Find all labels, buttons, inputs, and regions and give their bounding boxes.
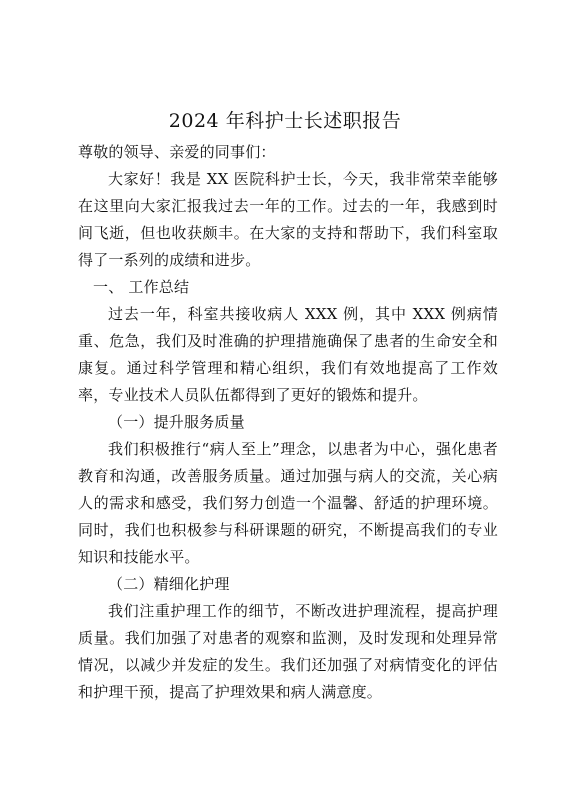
refined-care-paragraph: 我们注重护理工作的细节，不断改进护理流程，提高护理质量。我们加强了对患者的观察和监测，及时发现和处理异常情况，以减少并发症的发生。我们还加强了对病情变化的评估和护理干预，提高了护理效果和病人满意度。 bbox=[78, 602, 498, 701]
work-summary-paragraph: 过去一年，科室共接收病人 XXX 例，其中 XXX 例病情重、危急，我们及时准确的护理措施确保了患者的生命安全和康复。通过科学管理和精心组织，我们有效地提高了工作效率，专业技术人员队伍都得到了更好的锻炼和提升。 bbox=[78, 305, 498, 404]
document-title: 2024 年科护士长述职报告 bbox=[168, 110, 402, 132]
service-quality-paragraph: 我们积极推行“病人至上”理念，以患者为中心，强化患者教育和沟通，改善服务质量。通过加强与病人的交流，关心病人的需求和感受，我们努力创造一个温馨、舒适的护理环境。同时，我们也积极参与科研课题的研究，不断提高我们的专业知识和技能水平。 bbox=[78, 440, 498, 566]
section-heading-work-summary: 一、 工作总结 bbox=[93, 278, 190, 296]
intro-paragraph: 大家好！我是 XX 医院科护士长，今天，我非常荣幸能够在这里向大家汇报我过去一年的工作。过去的一年，我感到时间飞逝，但也收获颇丰。在大家的支持和帮助下，我们科室取得了一系列的成绩和进步。 bbox=[78, 170, 498, 269]
document-body bbox=[78, 139, 498, 706]
subsection-heading-service-quality: （一）提升服务质量 bbox=[108, 413, 245, 431]
greeting-line: 尊敬的领导、亲爱的同事们： bbox=[78, 143, 276, 161]
subsection-heading-refined-care: （二）精细化护理 bbox=[108, 575, 230, 593]
